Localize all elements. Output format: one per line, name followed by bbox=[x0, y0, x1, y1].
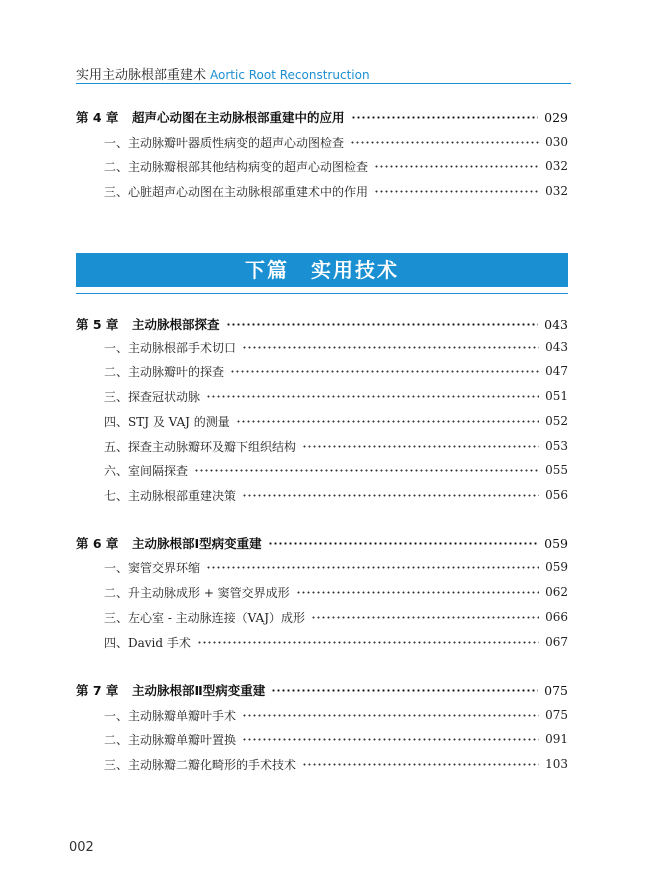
toc-chapter-7[interactable] bbox=[76, 680, 568, 700]
toc-section[interactable] bbox=[76, 729, 568, 749]
page-number: 055 bbox=[545, 463, 568, 477]
toc-section[interactable] bbox=[76, 607, 568, 627]
dot-leader bbox=[206, 566, 539, 569]
page-number: 103 bbox=[545, 757, 568, 771]
toc-section[interactable] bbox=[76, 337, 568, 357]
chapter-title: 主动脉根部探查 bbox=[132, 317, 220, 332]
section-title: 一、主动脉根部手术切口 bbox=[104, 340, 237, 355]
chapter-number: 第 4 章 bbox=[76, 110, 119, 125]
dot-leader bbox=[296, 591, 539, 594]
dot-leader bbox=[350, 141, 539, 144]
part-banner: 下篇 实用技术 bbox=[76, 253, 568, 287]
section-title: 一、主动脉瓣叶器质性病变的超声心动图检查 bbox=[104, 135, 345, 150]
page-number: 056 bbox=[545, 488, 568, 502]
toc-section[interactable] bbox=[76, 632, 568, 652]
section-title: 三、探查冠状动脉 bbox=[104, 389, 201, 404]
dot-leader bbox=[242, 494, 539, 497]
chapter-title: 超声心动图在主动脉根部重建中的应用 bbox=[132, 110, 345, 125]
section-title: 三、心脏超声心动图在主动脉根部重建术中的作用 bbox=[104, 184, 369, 199]
section-title: 一、窦管交界环缩 bbox=[104, 560, 201, 575]
dot-leader bbox=[302, 445, 539, 448]
page-number: 067 bbox=[545, 635, 568, 649]
chapter-number: 第 6 章 bbox=[76, 536, 119, 551]
section-title: 二、升主动脉成形 + 窦管交界成形 bbox=[104, 585, 290, 600]
running-header bbox=[76, 64, 571, 83]
page-number: 059 bbox=[544, 535, 568, 551]
page-number: 075 bbox=[545, 708, 568, 722]
page-number: 032 bbox=[545, 184, 568, 198]
section-title: 二、主动脉瓣单瓣叶置换 bbox=[104, 732, 237, 747]
section-title: 二、主动脉瓣叶的探查 bbox=[104, 364, 225, 379]
page-number: 062 bbox=[545, 585, 568, 599]
section-title: 六、室间隔探查 bbox=[104, 463, 189, 478]
banner-rule bbox=[76, 293, 568, 294]
page-number: 032 bbox=[545, 159, 568, 173]
page-number: 030 bbox=[545, 135, 568, 149]
section-title: 七、主动脉根部重建决策 bbox=[104, 488, 237, 503]
chapter-number: 第 7 章 bbox=[76, 683, 119, 698]
page-number: 051 bbox=[545, 389, 568, 403]
header-title-cn: 实用主动脉根部重建术 bbox=[76, 68, 207, 83]
section-title: 三、主动脉瓣二瓣化畸形的手术技术 bbox=[104, 757, 297, 772]
toc-section[interactable] bbox=[76, 361, 568, 381]
header-rule bbox=[76, 83, 571, 84]
toc-chapter-5[interactable] bbox=[76, 314, 568, 334]
toc-section[interactable] bbox=[76, 132, 568, 152]
section-title: 一、主动脉瓣单瓣叶手术 bbox=[104, 708, 237, 723]
toc-section[interactable] bbox=[76, 436, 568, 456]
toc-section[interactable] bbox=[76, 557, 568, 577]
dot-leader bbox=[197, 641, 539, 644]
toc-section[interactable] bbox=[76, 754, 568, 774]
section-title: 二、主动脉瓣根部其他结构病变的超声心动图检查 bbox=[104, 159, 369, 174]
dot-leader bbox=[374, 190, 539, 193]
page-number: 043 bbox=[544, 316, 568, 332]
page-number: 029 bbox=[544, 109, 568, 125]
dot-leader bbox=[302, 763, 539, 766]
page-number: 066 bbox=[545, 610, 568, 624]
page-number: 075 bbox=[544, 682, 568, 698]
dot-leader bbox=[242, 738, 539, 741]
page-number: 052 bbox=[545, 414, 568, 428]
section-title: 四、STJ 及 VAJ 的测量 bbox=[104, 414, 230, 429]
page-number: 059 bbox=[545, 560, 568, 574]
toc-section[interactable] bbox=[76, 386, 568, 406]
dot-leader bbox=[194, 469, 539, 472]
dot-leader bbox=[242, 714, 539, 717]
dot-leader bbox=[268, 542, 538, 545]
section-title: 三、左心室 - 主动脉连接（VAJ）成形 bbox=[104, 610, 306, 625]
page-footer-number: 002 bbox=[69, 840, 94, 855]
chapter-title: 主动脉根部Ⅱ型病变重建 bbox=[132, 683, 266, 698]
toc-section[interactable] bbox=[76, 485, 568, 505]
dot-leader bbox=[230, 370, 539, 373]
toc-section[interactable] bbox=[76, 460, 568, 480]
section-title: 四、David 手术 bbox=[104, 635, 191, 650]
toc-section[interactable] bbox=[76, 582, 568, 602]
toc-section[interactable] bbox=[76, 411, 568, 431]
toc-section[interactable] bbox=[76, 181, 568, 201]
page-number: 091 bbox=[545, 732, 568, 746]
dot-leader bbox=[351, 116, 539, 119]
header-title-en: Aortic Root Reconstruction bbox=[210, 68, 370, 82]
dot-leader bbox=[311, 616, 539, 619]
chapter-title: 主动脉根部Ⅰ型病变重建 bbox=[132, 536, 262, 551]
section-title: 五、探查主动脉瓣环及瓣下组织结构 bbox=[104, 439, 297, 454]
dot-leader bbox=[206, 395, 539, 398]
page-number: 047 bbox=[545, 364, 568, 378]
toc-chapter-6[interactable] bbox=[76, 533, 568, 553]
toc-chapter-4[interactable] bbox=[76, 107, 568, 127]
dot-leader bbox=[374, 165, 539, 168]
dot-leader bbox=[236, 420, 539, 423]
dot-leader bbox=[226, 323, 539, 326]
page-number: 043 bbox=[545, 340, 568, 354]
page-number: 053 bbox=[545, 439, 568, 453]
chapter-number: 第 5 章 bbox=[76, 317, 119, 332]
dot-leader bbox=[242, 346, 539, 349]
dot-leader bbox=[271, 689, 538, 692]
toc-section[interactable] bbox=[76, 705, 568, 725]
toc-section[interactable] bbox=[76, 156, 568, 176]
